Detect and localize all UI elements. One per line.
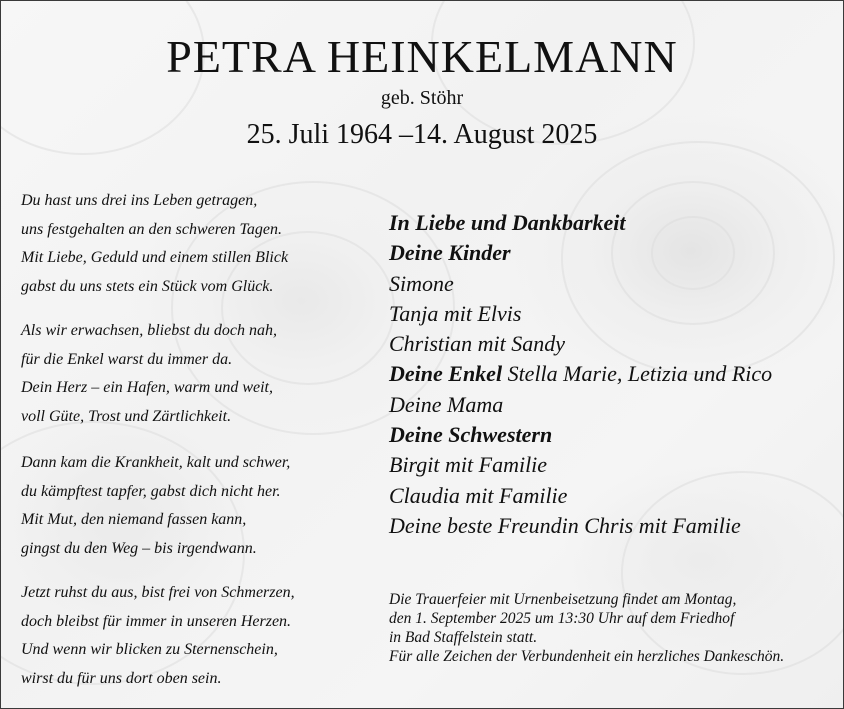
grandchildren-names: Stella Marie, Letizia und Rico xyxy=(502,361,773,387)
sister-name: Birgit mit Familie xyxy=(389,452,548,478)
notice-line: Die Trauerfeier mit Urnenbeisetzung findet am Montag, xyxy=(389,591,737,608)
poem-line: Du hast uns drei ins Leben getragen, xyxy=(21,192,258,209)
poem-line: du kämpftest tapfer, gabst dich nicht her. xyxy=(21,482,281,500)
poem-line: wirst du für uns dort oben sein. xyxy=(21,669,222,687)
poem-line: doch bleibst für immer in unseren Herzen. xyxy=(21,612,292,630)
sisters-heading: Deine Schwestern xyxy=(389,422,553,448)
child-name: Christian mit Sandy xyxy=(389,331,566,357)
grandchildren-line xyxy=(389,359,829,389)
poem-stanza xyxy=(21,579,351,693)
poem xyxy=(21,187,351,709)
child-name: Simone xyxy=(389,270,454,296)
poem-stanza xyxy=(21,449,351,563)
poem-line: für die Enkel warst du immer da. xyxy=(21,350,233,368)
mother-line: Deine Mama xyxy=(389,391,504,417)
poem-line: uns festgehalten an den schweren Tagen. xyxy=(21,220,283,238)
poem-line: Mit Mut, den niemand fassen kann, xyxy=(21,511,247,528)
maiden-name: geb. Stöhr xyxy=(380,87,464,109)
poem-line: gabst du uns stets ein Stück vom Glück. xyxy=(21,277,274,295)
poem-stanza xyxy=(21,187,351,301)
grandchildren-heading: Deine Enkel xyxy=(389,361,503,387)
poem-line: Und wenn wir blicken zu Sternenschein, xyxy=(21,641,278,658)
notice-line: den 1. September 2025 um 13:30 Uhr auf dem Friedhof xyxy=(389,610,735,627)
poem-line: Mit Liebe, Geduld und einem stillen Blick xyxy=(21,249,289,266)
poem-line: Dein Herz – ein Hafen, warm und weit, xyxy=(21,379,273,396)
mourners-list xyxy=(389,208,829,541)
friend-line: Deine beste Freundin Chris mit Familie xyxy=(389,512,741,538)
poem-stanza xyxy=(21,317,351,431)
life-dates: 25. Juli 1964 –14. August 2025 xyxy=(246,119,598,150)
notice-line: Für alle Zeichen der Verbundenheit ein herzliches Dankeschön. xyxy=(389,648,785,665)
children-heading: Deine Kinder xyxy=(389,240,511,266)
poem-line: Dann kam die Krankheit, kalt und schwer, xyxy=(21,454,291,471)
child-name: Tanja mit Elvis xyxy=(389,300,522,326)
poem-line: gingst du den Weg – bis irgendwann. xyxy=(21,539,257,557)
funeral-notice xyxy=(389,590,839,666)
poem-line: voll Güte, Trost und Zärtlichkeit. xyxy=(21,407,232,425)
poem-line: Als wir erwachsen, bliebst du doch nah, xyxy=(21,322,277,339)
sister-name: Claudia mit Familie xyxy=(389,482,568,508)
poem-line: Jetzt ruhst du aus, bist frei von Schmerzen, xyxy=(21,584,295,601)
deceased-name: PETRA HEINKELMANN xyxy=(166,31,678,82)
notice-line: in Bad Staffelstein statt. xyxy=(389,629,538,646)
intro-line: In Liebe und Dankbarkeit xyxy=(389,210,626,235)
